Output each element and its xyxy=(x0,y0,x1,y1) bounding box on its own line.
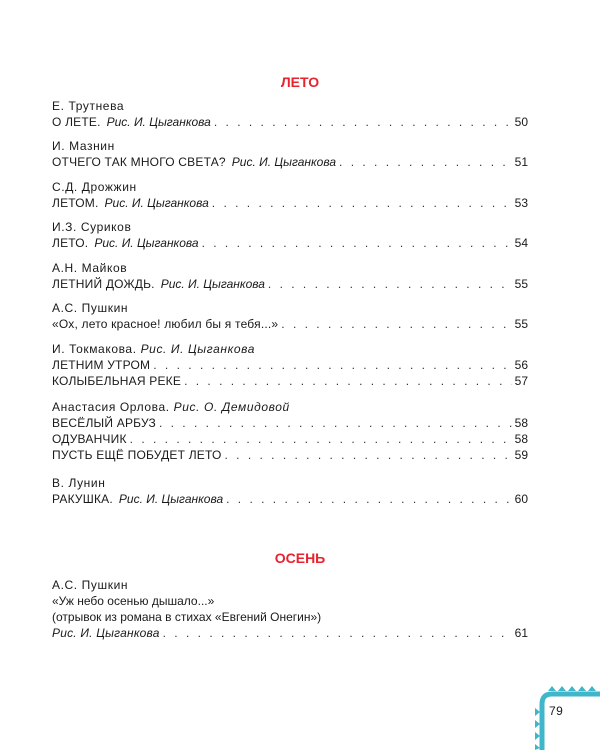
dot-leader xyxy=(202,235,512,251)
dot-leader xyxy=(214,114,512,130)
toc-row[interactable] xyxy=(52,431,528,447)
entry-title: ОДУВАНЧИК xyxy=(52,432,127,446)
dot-leader xyxy=(281,316,511,332)
toc-row[interactable] xyxy=(52,447,528,463)
toc-row[interactable] xyxy=(52,357,528,373)
toc-entry xyxy=(52,219,528,251)
toc-row[interactable] xyxy=(52,195,528,211)
toc-row[interactable] xyxy=(52,491,528,507)
toc-row[interactable] xyxy=(52,373,528,389)
entry-page: 53 xyxy=(514,196,528,210)
entry-author: Анастасия Орлова. xyxy=(52,400,170,414)
entry-title: РАКУШКА. xyxy=(52,492,113,506)
entry-illustrator: Рис. И. Цыганкова xyxy=(231,155,337,169)
dot-leader xyxy=(212,195,512,211)
entry-title: ЛЕТНИМ УТРОМ xyxy=(52,358,151,372)
dot-leader xyxy=(268,276,512,292)
entry-page: 56 xyxy=(514,358,528,372)
entry-page: 51 xyxy=(514,155,528,169)
entry-page: 58 xyxy=(514,416,528,430)
entry-page: 59 xyxy=(514,448,528,462)
toc-entry xyxy=(52,179,528,211)
entry-page: 57 xyxy=(514,374,528,388)
entry-illustrator: Рис. И. Цыганкова xyxy=(52,626,160,640)
toc-entry xyxy=(52,341,528,389)
toc-row[interactable] xyxy=(52,316,528,332)
entry-illustrator: Рис. И. Цыганкова xyxy=(140,342,256,356)
toc-row[interactable] xyxy=(52,415,528,431)
section-title-summer: ЛЕТО xyxy=(280,74,320,90)
toc-entry xyxy=(52,577,528,641)
toc-entry xyxy=(52,475,528,507)
entry-author: И. Мазнин xyxy=(52,139,115,153)
dot-leader xyxy=(339,154,512,170)
section-title-autumn: ОСЕНЬ xyxy=(274,550,326,566)
entry-page: 55 xyxy=(514,277,528,291)
entry-title: О ЛЕТЕ. xyxy=(52,115,101,129)
entry-illustrator: Рис. О. Демидовой xyxy=(173,400,290,414)
entry-author: В. Лунин xyxy=(52,476,106,490)
dot-leader xyxy=(163,625,512,641)
toc-row[interactable] xyxy=(52,235,528,251)
dot-leader xyxy=(153,357,511,373)
entry-title: КОЛЫБЕЛЬНАЯ РЕКЕ xyxy=(52,374,182,388)
toc-entry xyxy=(52,138,528,170)
entry-illustrator: Рис. И. Цыганкова xyxy=(94,236,199,250)
toc-row[interactable] xyxy=(52,154,528,170)
dot-leader xyxy=(159,415,512,431)
entry-author: А.С. Пушкин xyxy=(52,301,129,315)
entry-page: 60 xyxy=(514,492,528,506)
entry-page: 50 xyxy=(514,115,528,129)
page-number: 79 xyxy=(549,704,564,718)
entry-title: «Ох, лето красное! любил бы я тебя...» xyxy=(52,317,279,331)
entry-title: ОТЧЕГО ТАК МНОГО СВЕТА? xyxy=(52,155,226,169)
entry-author: И. Токмакова. xyxy=(52,342,137,356)
entry-page: 61 xyxy=(514,626,528,640)
entry-title: ЛЕТО. xyxy=(52,236,89,250)
entry-author-line xyxy=(52,399,528,415)
entry-author: И.З. Суриков xyxy=(52,220,132,234)
entry-author: А.С. Пушкин xyxy=(52,578,129,592)
toc-row[interactable] xyxy=(52,276,528,292)
entry-page: 54 xyxy=(514,236,528,250)
entry-title: ПУСТЬ ЕЩЁ ПОБУДЕТ ЛЕТО xyxy=(52,448,222,462)
entry-author: С.Д. Дрожжин xyxy=(52,180,137,194)
dot-leader xyxy=(184,373,512,389)
entry-title: «Уж небо осенью дышало...» xyxy=(52,594,215,608)
entry-illustrator: Рис. И. Цыганкова xyxy=(104,196,209,210)
toc-row[interactable] xyxy=(52,625,528,641)
toc-row[interactable] xyxy=(52,114,528,130)
toc-entry xyxy=(52,260,528,292)
dot-leader xyxy=(225,447,512,463)
entry-illustrator: Рис. И. Цыганкова xyxy=(160,277,265,291)
entry-illustrator: Рис. И. Цыганкова xyxy=(106,115,211,129)
entry-title: ЛЕТОМ. xyxy=(52,196,99,210)
entry-title: ЛЕТНИЙ ДОЖДЬ. xyxy=(52,277,155,291)
dot-leader xyxy=(226,491,512,507)
entry-illustrator: Рис. И. Цыганкова xyxy=(118,492,224,506)
toc-entry xyxy=(52,98,528,130)
toc-entry xyxy=(52,300,528,332)
entry-subtitle: (отрывок из романа в стихах «Евгений Онегин») xyxy=(52,610,322,624)
dot-leader xyxy=(130,431,512,447)
entry-author-line xyxy=(52,341,528,357)
entry-title: ВЕСЁЛЫЙ АРБУЗ xyxy=(52,416,156,430)
toc-entry xyxy=(52,399,528,463)
entry-page: 55 xyxy=(514,317,528,331)
entry-page: 58 xyxy=(514,432,528,446)
entry-author: А.Н. Майков xyxy=(52,261,128,275)
entry-author: Е. Трутнева xyxy=(52,99,125,113)
corner-decoration-icon xyxy=(530,684,600,750)
